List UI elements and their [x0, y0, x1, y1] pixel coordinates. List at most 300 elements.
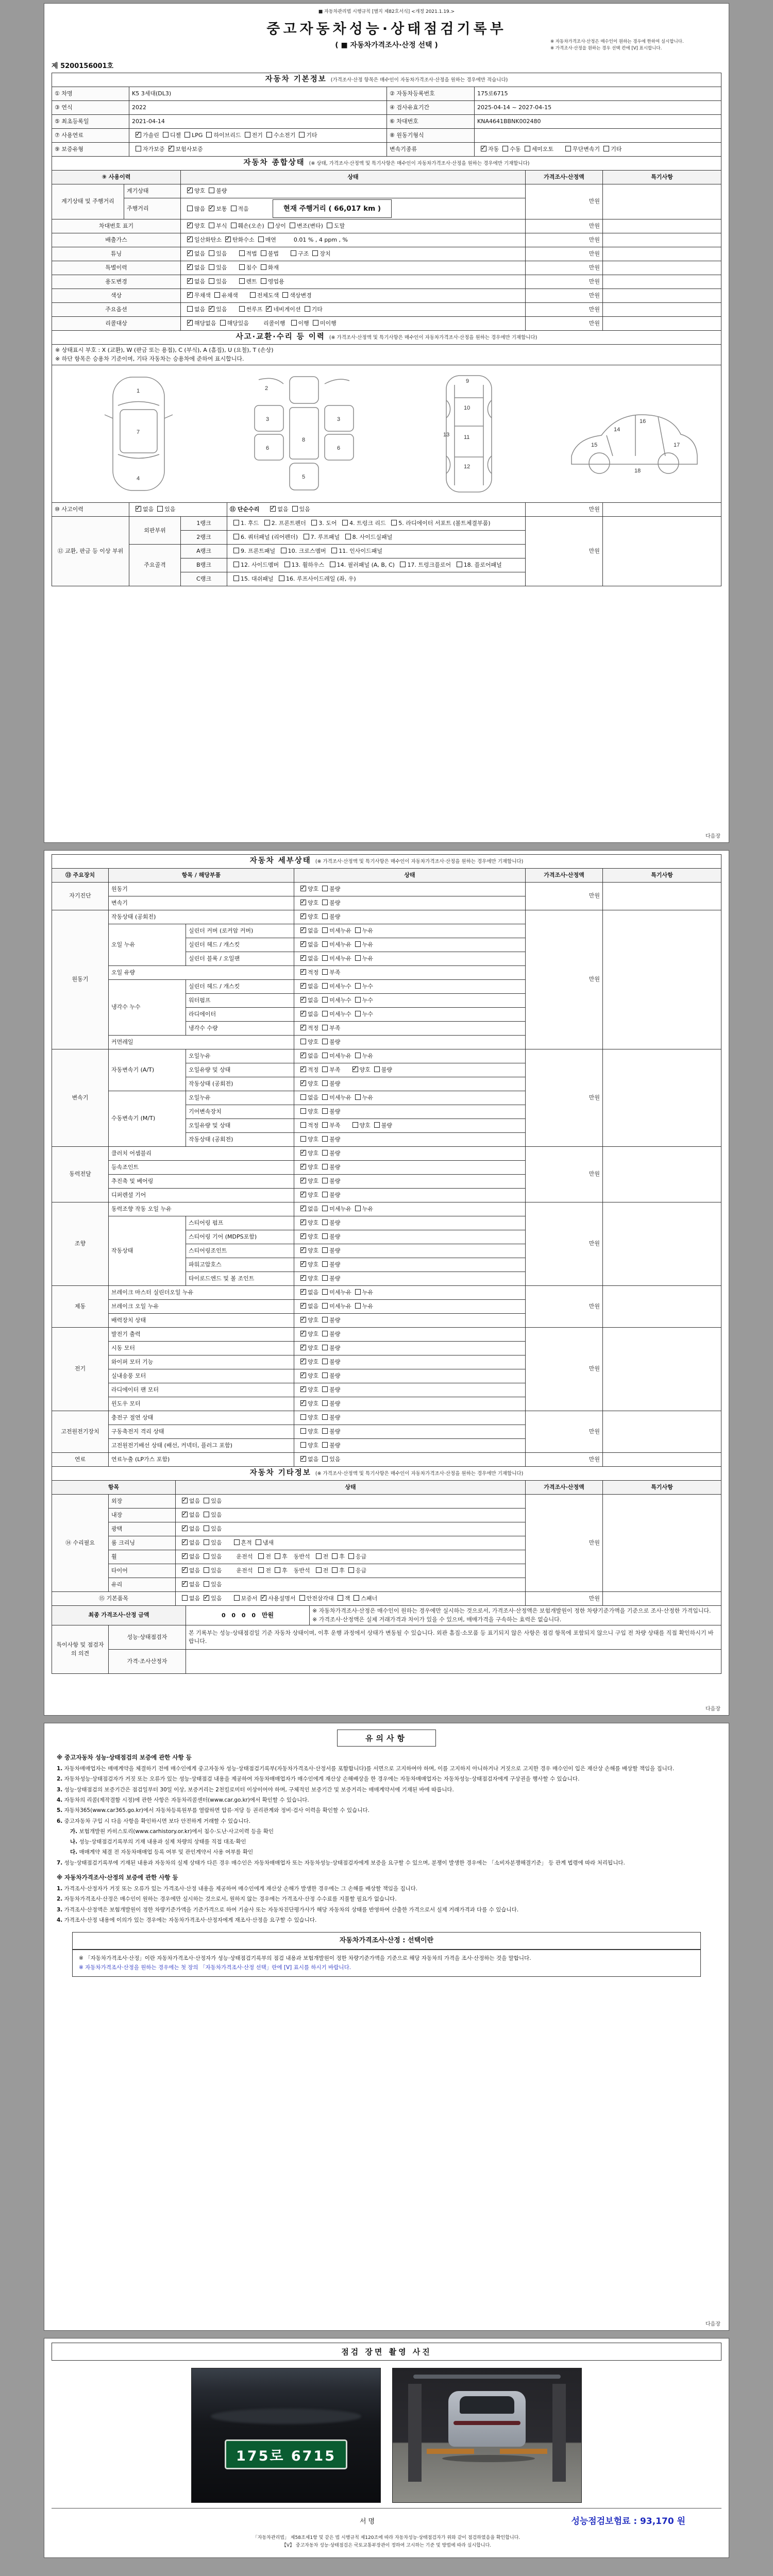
checkbox[interactable]: [182, 1595, 188, 1601]
checkbox[interactable]: [355, 955, 361, 961]
checkbox-checked[interactable]: [300, 1178, 306, 1183]
checkbox-option[interactable]: 8. 사이드실패널: [342, 534, 393, 540]
checkbox-option[interactable]: 불량: [318, 900, 340, 906]
checkbox-option[interactable]: 불량: [318, 1386, 340, 1393]
checkbox-option[interactable]: ✓ 양호: [297, 1372, 318, 1379]
checkbox-option[interactable]: ✓ 없음: [178, 1553, 200, 1560]
checkbox-option[interactable]: ✓ 양호: [297, 913, 318, 920]
checkbox-option[interactable]: 미세누유: [318, 1206, 351, 1212]
checkbox-option[interactable]: 냄새: [252, 1539, 274, 1546]
checkbox[interactable]: [322, 886, 328, 891]
checkbox-option[interactable]: 후: [271, 1553, 288, 1560]
checkbox[interactable]: [290, 223, 295, 228]
checkbox-checked[interactable]: [300, 955, 306, 961]
checkbox-option[interactable]: 미이행: [309, 320, 337, 327]
checkbox[interactable]: [332, 1553, 338, 1559]
checkbox-option[interactable]: 미세누수: [318, 1011, 351, 1018]
checkbox-option[interactable]: ✓ 양호: [297, 1178, 318, 1184]
checkbox-option[interactable]: 12. 사이드멤버: [230, 562, 279, 568]
checkbox-option[interactable]: 전체도색: [246, 292, 279, 299]
checkbox-option[interactable]: 적법: [236, 250, 257, 257]
checkbox-option[interactable]: 후: [271, 1567, 288, 1574]
checkbox-checked[interactable]: [182, 1581, 188, 1587]
checkbox[interactable]: [245, 132, 250, 138]
checkbox[interactable]: [322, 1150, 328, 1156]
checkbox-option[interactable]: 누유: [351, 955, 373, 962]
checkbox-option[interactable]: 구조: [287, 250, 309, 257]
checkbox-option[interactable]: ✓ 사용설명서: [257, 1595, 295, 1602]
checkbox-option[interactable]: ✓ 없음: [266, 506, 288, 513]
checkbox[interactable]: [327, 223, 332, 228]
checkbox-option[interactable]: 미세누유: [318, 1053, 351, 1059]
checkbox[interactable]: [348, 1567, 354, 1573]
checkbox-option[interactable]: 11. 인사이드패널: [328, 548, 382, 554]
checkbox-checked[interactable]: [300, 1275, 306, 1281]
checkbox-option[interactable]: ✓ 없음: [297, 1053, 318, 1059]
checkbox[interactable]: [187, 306, 193, 312]
checkbox[interactable]: [291, 250, 296, 256]
checkbox-option[interactable]: 응급: [345, 1553, 366, 1560]
checkbox[interactable]: [233, 520, 239, 526]
checkbox-option[interactable]: 있음: [200, 1498, 222, 1504]
checkbox-option[interactable]: 불량: [318, 1317, 340, 1324]
checkbox-option[interactable]: ✓ 없음: [297, 983, 318, 990]
checkbox-option[interactable]: 있음: [200, 1581, 222, 1588]
checkbox[interactable]: [299, 1595, 305, 1601]
checkbox-option[interactable]: 누유: [351, 1206, 373, 1212]
checkbox-option[interactable]: ✓ 양호: [297, 1400, 318, 1407]
checkbox[interactable]: [332, 1567, 338, 1573]
checkbox-option[interactable]: 5. 라디에이터 서포트 (볼트체결부품): [388, 520, 490, 527]
checkbox[interactable]: [603, 146, 609, 151]
checkbox-checked[interactable]: [225, 236, 231, 242]
checkbox-option[interactable]: 전: [312, 1567, 329, 1574]
checkbox-option[interactable]: 무단변속기: [562, 146, 600, 152]
checkbox[interactable]: [157, 506, 163, 512]
checkbox-option[interactable]: 17. 트렁크플로어: [396, 562, 451, 568]
checkbox-option[interactable]: 양호: [349, 1122, 371, 1129]
checkbox-option[interactable]: ✓ 양호: [297, 1275, 318, 1282]
checkbox[interactable]: [322, 1331, 328, 1336]
checkbox-option[interactable]: ✓ 없음: [178, 1581, 200, 1588]
checkbox[interactable]: [282, 292, 288, 298]
checkbox[interactable]: [338, 1595, 343, 1601]
checkbox[interactable]: [331, 548, 337, 553]
checkbox[interactable]: [292, 506, 298, 512]
checkbox-option[interactable]: ✓ 적정: [297, 969, 318, 976]
checkbox[interactable]: [352, 1122, 358, 1128]
checkbox-checked[interactable]: [270, 506, 276, 512]
checkbox[interactable]: [300, 1039, 306, 1044]
checkbox-option[interactable]: ✓ 양호: [297, 1164, 318, 1171]
checkbox-checked[interactable]: [300, 1150, 306, 1156]
signature-field[interactable]: 서명: [360, 2518, 377, 2526]
checkbox[interactable]: [300, 1136, 306, 1142]
checkbox-option[interactable]: 수소전기: [263, 132, 296, 139]
checkbox-option[interactable]: ✓ 없음: [297, 955, 318, 962]
checkbox-checked[interactable]: [182, 1498, 188, 1503]
checkbox-checked[interactable]: [481, 146, 486, 151]
checkbox-checked[interactable]: [182, 1553, 188, 1559]
checkbox[interactable]: [204, 1526, 209, 1531]
checkbox-option[interactable]: 있음: [200, 1567, 222, 1574]
checkbox[interactable]: [322, 969, 328, 975]
checkbox[interactable]: [348, 1553, 354, 1559]
checkbox-checked[interactable]: [300, 1206, 306, 1211]
checkbox-option[interactable]: 불법: [257, 250, 279, 257]
checkbox-option[interactable]: 있음: [318, 1456, 340, 1463]
checkbox[interactable]: [233, 562, 239, 567]
checkbox-option[interactable]: ✓ 자동: [477, 146, 499, 152]
checkbox[interactable]: [322, 1039, 328, 1044]
checkbox-checked[interactable]: [261, 1595, 266, 1601]
checkbox-option[interactable]: 있음: [205, 278, 227, 285]
price-survey-select-checkbox[interactable]: ( ■ 자동차가격조사·산정 선택 ): [335, 41, 438, 49]
checkbox[interactable]: [322, 1345, 328, 1350]
checkbox[interactable]: [300, 1428, 306, 1434]
checkbox[interactable]: [209, 188, 214, 193]
checkbox-checked[interactable]: [300, 1066, 306, 1072]
checkbox-checked[interactable]: [187, 188, 193, 193]
checkbox-option[interactable]: 전기: [241, 132, 263, 139]
checkbox-option[interactable]: ✓ 양호: [297, 1080, 318, 1087]
checkbox-option[interactable]: 훼손(오손): [227, 223, 264, 229]
checkbox[interactable]: [322, 1456, 328, 1462]
checkbox-option[interactable]: 후: [328, 1553, 345, 1560]
checkbox-checked[interactable]: [300, 1192, 306, 1197]
checkbox-option[interactable]: ✓ 탄화수소: [222, 236, 255, 243]
checkbox[interactable]: [322, 1011, 328, 1016]
checkbox-option[interactable]: 이행: [288, 320, 309, 327]
checkbox[interactable]: [231, 223, 237, 228]
checkbox[interactable]: [233, 575, 239, 581]
checkbox-checked[interactable]: [300, 1303, 306, 1309]
checkbox-option[interactable]: 있음: [200, 1526, 222, 1532]
checkbox[interactable]: [322, 1108, 328, 1114]
checkbox[interactable]: [322, 1247, 328, 1253]
checkbox-option[interactable]: 불량: [318, 1164, 340, 1171]
checkbox-checked[interactable]: [136, 506, 141, 512]
checkbox[interactable]: [354, 1595, 359, 1601]
checkbox-option[interactable]: 불량: [318, 1345, 340, 1351]
checkbox-option[interactable]: 불량: [318, 1192, 340, 1198]
checkbox-option[interactable]: 부족: [318, 1025, 340, 1031]
checkbox[interactable]: [322, 1136, 328, 1142]
checkbox-option[interactable]: 15. 대쉬패널: [230, 575, 274, 582]
checkbox-checked[interactable]: [300, 997, 306, 1003]
checkbox-option[interactable]: ✓ 양호: [183, 188, 205, 194]
checkbox-option[interactable]: ✓ 양호: [297, 1150, 318, 1157]
checkbox-option[interactable]: 있음: [154, 506, 175, 513]
checkbox[interactable]: [322, 1206, 328, 1211]
checkbox[interactable]: [204, 1567, 209, 1573]
checkbox-option[interactable]: LPG: [181, 132, 203, 139]
checkbox-option[interactable]: 미세누수: [318, 997, 351, 1004]
checkbox-option[interactable]: ✓ 없음: [297, 1289, 318, 1296]
checkbox-option[interactable]: 미세누유: [318, 941, 351, 948]
checkbox-checked[interactable]: [300, 941, 306, 947]
checkbox-option[interactable]: 양호: [297, 1039, 318, 1045]
checkbox-option[interactable]: 렌트: [236, 278, 257, 285]
checkbox-checked[interactable]: [187, 278, 193, 284]
checkbox[interactable]: [322, 1164, 328, 1170]
checkbox-checked[interactable]: [300, 1359, 306, 1364]
checkbox-checked[interactable]: [300, 1261, 306, 1267]
checkbox-checked[interactable]: [300, 1317, 306, 1323]
checkbox-option[interactable]: 침수: [236, 264, 257, 271]
checkbox-option[interactable]: 변조(변타): [286, 223, 323, 229]
checkbox-option[interactable]: 9. 프론트패널: [230, 548, 275, 554]
checkbox-option[interactable]: 누유: [351, 1303, 373, 1310]
checkbox-option[interactable]: 적정: [297, 1122, 318, 1129]
checkbox-checked[interactable]: [300, 1025, 306, 1030]
checkbox-checked[interactable]: [300, 1053, 306, 1058]
checkbox-checked[interactable]: [182, 1512, 188, 1517]
checkbox-option[interactable]: 양호: [297, 1428, 318, 1435]
checkbox-checked[interactable]: [300, 1331, 306, 1336]
checkbox[interactable]: [233, 548, 239, 553]
checkbox-option[interactable]: ✓ 양호: [297, 1317, 318, 1324]
checkbox-checked[interactable]: [209, 206, 214, 211]
checkbox-option[interactable]: 불량: [318, 1372, 340, 1379]
checkbox-option[interactable]: 있음: [200, 1553, 222, 1560]
checkbox[interactable]: [322, 1275, 328, 1281]
checkbox[interactable]: [291, 320, 297, 326]
checkbox[interactable]: [322, 1317, 328, 1323]
checkbox-checked[interactable]: [187, 250, 193, 256]
checkbox-option[interactable]: 미세누유: [318, 927, 351, 934]
checkbox-option[interactable]: 없음: [178, 1595, 200, 1602]
checkbox-option[interactable]: ✓ 무채색: [183, 292, 211, 299]
checkbox[interactable]: [300, 1094, 306, 1100]
checkbox-option[interactable]: 자가보증: [132, 146, 165, 152]
checkbox[interactable]: [322, 1400, 328, 1406]
checkbox[interactable]: [231, 206, 237, 211]
checkbox-option[interactable]: 수동: [499, 146, 520, 152]
checkbox[interactable]: [322, 1372, 328, 1378]
checkbox[interactable]: [261, 278, 266, 284]
checkbox-option[interactable]: 없음: [183, 306, 205, 313]
checkbox-option[interactable]: 불량: [318, 1442, 340, 1449]
checkbox[interactable]: [239, 264, 245, 270]
checkbox-checked[interactable]: [300, 1219, 306, 1225]
checkbox[interactable]: [322, 1192, 328, 1197]
checkbox-option[interactable]: 불량: [318, 1080, 340, 1087]
checkbox-checked[interactable]: [300, 900, 306, 905]
checkbox-option[interactable]: ✓ 없음: [178, 1539, 200, 1546]
checkbox-option[interactable]: 도말: [323, 223, 345, 229]
checkbox-option[interactable]: ✓ 없음: [178, 1498, 200, 1504]
checkbox-checked[interactable]: [300, 1386, 306, 1392]
checkbox-option[interactable]: 잭: [334, 1595, 350, 1602]
checkbox-option[interactable]: 불량: [318, 1233, 340, 1240]
checkbox-option[interactable]: 화재: [257, 264, 279, 271]
checkbox-option[interactable]: ✓ 일산화탄소: [183, 236, 222, 243]
checkbox[interactable]: [355, 997, 361, 1003]
checkbox[interactable]: [187, 206, 193, 211]
checkbox[interactable]: [209, 278, 214, 284]
checkbox-checked[interactable]: [187, 264, 193, 270]
checkbox-checked[interactable]: [300, 1372, 306, 1378]
checkbox-checked[interactable]: [352, 1066, 358, 1072]
checkbox-option[interactable]: ✓ 보험사보증: [165, 146, 203, 152]
checkbox[interactable]: [322, 1442, 328, 1448]
checkbox-option[interactable]: ✓ 양호: [183, 223, 205, 229]
checkbox[interactable]: [345, 534, 351, 539]
checkbox[interactable]: [355, 941, 361, 947]
checkbox[interactable]: [322, 1386, 328, 1392]
checkbox-checked[interactable]: [182, 1526, 188, 1531]
checkbox[interactable]: [355, 1053, 361, 1058]
checkbox[interactable]: [163, 132, 169, 138]
checkbox-option[interactable]: 썬루프: [236, 306, 263, 313]
checkbox[interactable]: [322, 1414, 328, 1420]
checkbox-option[interactable]: 16. 루프사이드레일 (좌, 우): [275, 575, 356, 582]
checkbox-option[interactable]: ✓ 양호: [349, 1066, 371, 1073]
checkbox[interactable]: [209, 264, 214, 270]
checkbox-option[interactable]: 미세누유: [318, 1303, 351, 1310]
checkbox-option[interactable]: ✓ 없음: [183, 278, 205, 285]
checkbox[interactable]: [355, 1303, 361, 1309]
checkbox-option[interactable]: ✓ 양호: [297, 900, 318, 906]
checkbox-checked[interactable]: [187, 292, 193, 298]
checkbox-option[interactable]: ✓ 해당없음: [183, 320, 216, 327]
checkbox[interactable]: [322, 1053, 328, 1058]
checkbox-option[interactable]: ✓ 없음: [183, 250, 205, 257]
checkbox-option[interactable]: 양호: [297, 1414, 318, 1421]
checkbox-option[interactable]: 상이: [264, 223, 286, 229]
checkbox[interactable]: [239, 250, 245, 256]
checkbox-checked[interactable]: [182, 1567, 188, 1573]
checkbox[interactable]: [266, 132, 272, 138]
checkbox[interactable]: [313, 320, 318, 326]
checkbox-option[interactable]: 불량: [318, 1150, 340, 1157]
checkbox[interactable]: [322, 1289, 328, 1295]
checkbox[interactable]: [300, 1108, 306, 1114]
checkbox-checked[interactable]: [169, 146, 174, 151]
checkbox-option[interactable]: ✓ 없음: [297, 941, 318, 948]
checkbox-option[interactable]: 장치: [309, 250, 330, 257]
checkbox-option[interactable]: 불량: [318, 1331, 340, 1337]
checkbox-option[interactable]: 불량: [318, 1275, 340, 1282]
checkbox-option[interactable]: ✓ 적정: [297, 1025, 318, 1031]
checkbox-option[interactable]: 미세누유: [318, 1289, 351, 1296]
checkbox[interactable]: [299, 132, 305, 138]
checkbox[interactable]: [322, 913, 328, 919]
checkbox-checked[interactable]: [300, 1080, 306, 1086]
checkbox-option[interactable]: 불량: [318, 886, 340, 892]
checkbox-option[interactable]: 하이브리드: [203, 132, 241, 139]
checkbox-option[interactable]: 양호: [297, 1136, 318, 1143]
checkbox-option[interactable]: ✓ 양호: [297, 1386, 318, 1393]
checkbox[interactable]: [261, 264, 266, 270]
checkbox[interactable]: [322, 983, 328, 989]
checkbox[interactable]: [261, 250, 266, 256]
checkbox-option[interactable]: 부족: [318, 969, 340, 976]
checkbox-option[interactable]: ✓ 보통: [205, 206, 227, 212]
checkbox[interactable]: [322, 1428, 328, 1434]
checkbox-option[interactable]: 10. 크로스멤버: [277, 548, 326, 554]
checkbox-option[interactable]: 불량: [318, 1108, 340, 1115]
checkbox-option[interactable]: 디젤: [159, 132, 181, 139]
checkbox[interactable]: [322, 900, 328, 905]
checkbox[interactable]: [355, 1011, 361, 1016]
checkbox-option[interactable]: ✓ 있음: [205, 306, 227, 313]
checkbox-checked[interactable]: [300, 886, 306, 891]
checkbox-option[interactable]: 전: [255, 1553, 271, 1560]
checkbox[interactable]: [322, 1094, 328, 1100]
checkbox-checked[interactable]: [187, 223, 193, 228]
checkbox[interactable]: [322, 1233, 328, 1239]
checkbox[interactable]: [279, 575, 284, 581]
checkbox-option[interactable]: ✓ 양호: [297, 1359, 318, 1365]
checkbox-option[interactable]: 누유: [351, 1289, 373, 1296]
checkbox[interactable]: [316, 1567, 322, 1573]
checkbox-option[interactable]: ✓ 없음: [183, 264, 205, 271]
checkbox-option[interactable]: 많음: [183, 206, 205, 212]
checkbox-option[interactable]: ✓ 양호: [297, 1331, 318, 1337]
checkbox[interactable]: [312, 250, 318, 256]
checkbox-option[interactable]: 불량: [318, 1178, 340, 1184]
checkbox[interactable]: [355, 1094, 361, 1100]
checkbox-option[interactable]: 있음: [289, 506, 310, 513]
checkbox-option[interactable]: 미세누유: [318, 955, 351, 962]
checkbox-checked[interactable]: [300, 1247, 306, 1253]
checkbox-option[interactable]: 3. 도어: [308, 520, 337, 527]
checkbox-checked[interactable]: [300, 969, 306, 975]
next-page-hint[interactable]: 다음장: [705, 1706, 720, 1712]
checkbox-option[interactable]: 미세누수: [318, 983, 351, 990]
checkbox-option[interactable]: 있음: [205, 250, 227, 257]
checkbox[interactable]: [214, 292, 220, 298]
checkbox-option[interactable]: 응급: [345, 1567, 366, 1574]
checkbox-option[interactable]: 전: [255, 1567, 271, 1574]
checkbox[interactable]: [300, 1414, 306, 1420]
checkbox-option[interactable]: 누유: [351, 1053, 373, 1059]
checkbox[interactable]: [502, 146, 508, 151]
checkbox[interactable]: [305, 306, 310, 312]
checkbox-option[interactable]: ✓ 없음: [297, 1206, 318, 1212]
checkbox[interactable]: [355, 1206, 361, 1211]
checkbox[interactable]: [322, 955, 328, 961]
checkbox-option[interactable]: 기타: [295, 132, 317, 139]
checkbox[interactable]: [239, 306, 245, 312]
checkbox-option[interactable]: 전: [312, 1553, 329, 1560]
checkbox[interactable]: [300, 1442, 306, 1448]
checkbox-option[interactable]: 흔적: [230, 1539, 252, 1546]
checkbox[interactable]: [234, 1539, 240, 1545]
checkbox[interactable]: [204, 1581, 209, 1587]
checkbox-checked[interactable]: [182, 1539, 188, 1545]
checkbox-option[interactable]: 있음: [205, 264, 227, 271]
checkbox-checked[interactable]: [136, 132, 141, 138]
checkbox-option[interactable]: 미세누유: [318, 1094, 351, 1101]
checkbox[interactable]: [268, 223, 274, 228]
checkbox[interactable]: [330, 562, 335, 567]
checkbox[interactable]: [457, 562, 462, 567]
checkbox[interactable]: [374, 1066, 380, 1072]
checkbox-option[interactable]: 불량: [318, 913, 340, 920]
checkbox[interactable]: [250, 292, 256, 298]
checkbox-option[interactable]: 영업용: [257, 278, 284, 285]
checkbox-option[interactable]: 색상변경: [279, 292, 312, 299]
checkbox[interactable]: [258, 236, 264, 242]
checkbox[interactable]: [322, 997, 328, 1003]
checkbox-option[interactable]: 불량: [371, 1122, 392, 1129]
checkbox-checked[interactable]: [300, 927, 306, 933]
checkbox-option[interactable]: 불량: [318, 1414, 340, 1421]
checkbox[interactable]: [136, 146, 141, 151]
